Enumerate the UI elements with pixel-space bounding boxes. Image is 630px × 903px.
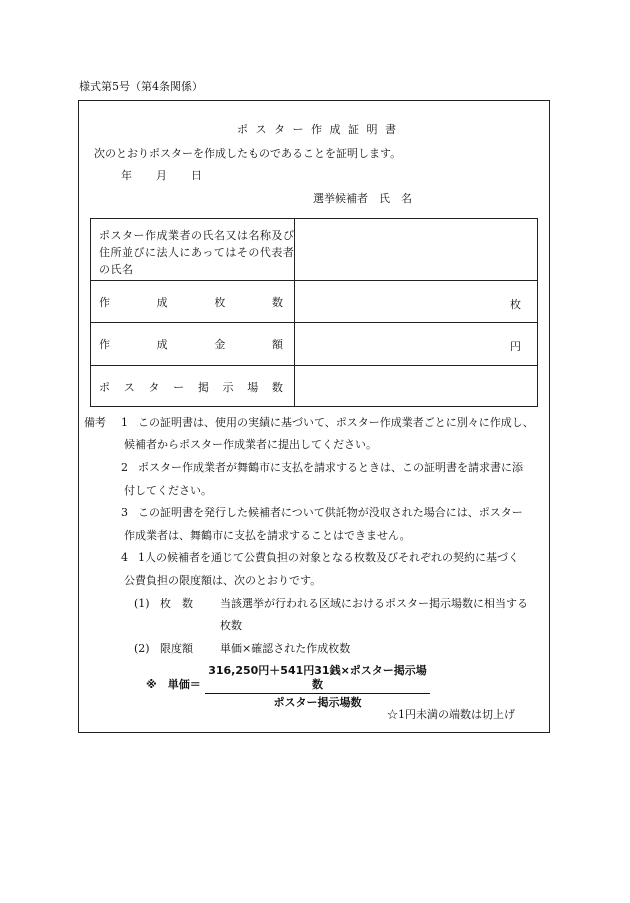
note-4-line: 1人の候補者を通じて公費負担の対象となる枚数及びそれぞれの契約に基づく [138, 551, 519, 564]
date-year: 年 [121, 169, 132, 182]
amount-label: 作 成 金 額 [99, 338, 283, 351]
unit-price-formula [205, 664, 430, 710]
note-4-line: 公費負担の限度額は、次のとおりです。 [124, 574, 322, 587]
certificate-title: ポ ス タ ー 作 成 証 明 書 [237, 123, 398, 136]
date-day: 日 [191, 169, 202, 182]
note-2-line: ポスター作成業者が舞鶴市に支払を請求するときは、この証明書を請求書に添 [138, 461, 523, 474]
notes-heading: 備考 [84, 416, 106, 429]
date-month: 月 [156, 169, 167, 182]
note-1-line: この証明書は、使用の実績に基づいて、ポスター作成業者ごとに別々に作成し、 [138, 416, 534, 429]
sub-2-number: (2) [134, 642, 150, 655]
amount-unit: 円 [510, 340, 521, 353]
info-table [90, 218, 538, 407]
note-3-line: 作成業者は、舞鶴市に支払を請求することはできません。 [124, 529, 411, 542]
sub-2-label: 限度額 [160, 642, 193, 655]
sub-1-number: (1) [134, 597, 150, 610]
count-label: 作 成 枚 数 [99, 295, 283, 309]
formula-label: ※ 単価＝ [146, 678, 201, 691]
count-unit: 枚 [510, 298, 521, 311]
note-4-number: 4 [121, 551, 128, 564]
sub-1-label: 枚 数 [160, 597, 193, 610]
note-2-number: 2 [121, 461, 128, 474]
sub-1-line: 当該選挙が行われる区域におけるポスター掲示場数に相当する [220, 597, 528, 610]
note-1-line: 候補者からポスター作成業者に提出してください。 [124, 438, 377, 451]
sub-1-line: 枚数 [220, 619, 242, 632]
form-number: 様式第5号（第4条関係） [79, 80, 203, 93]
maker-name-label: ポスター作成業者の氏名又は名称及び住所並びに法人にあってはその代表者の氏名 [99, 229, 295, 276]
rounding-note: ☆1円未満の端数は切上げ [387, 708, 515, 721]
note-3-line: この証明書を発行した候補者について供託物が没収された場合には、ポスター [138, 506, 523, 519]
note-3-number: 3 [121, 506, 128, 519]
sub-2-text: 単価×確認された作成枚数 [220, 642, 351, 655]
candidate-name-label: 選挙候補者 氏 名 [313, 192, 412, 205]
formula-denominator: ポスター掲示場数 [273, 696, 362, 709]
note-2-line: 付してください。 [124, 484, 212, 497]
location-count-label: ポ ス タ ー 掲 示 場 数 [99, 380, 283, 394]
formula-numerator: 316,250円＋541円31銭×ポスター掲示場数 [208, 664, 427, 691]
fraction-bar [205, 693, 430, 694]
note-1-number: 1 [121, 416, 128, 429]
certificate-statement: 次のとおりポスターを作成したものであることを証明します。 [94, 147, 402, 160]
